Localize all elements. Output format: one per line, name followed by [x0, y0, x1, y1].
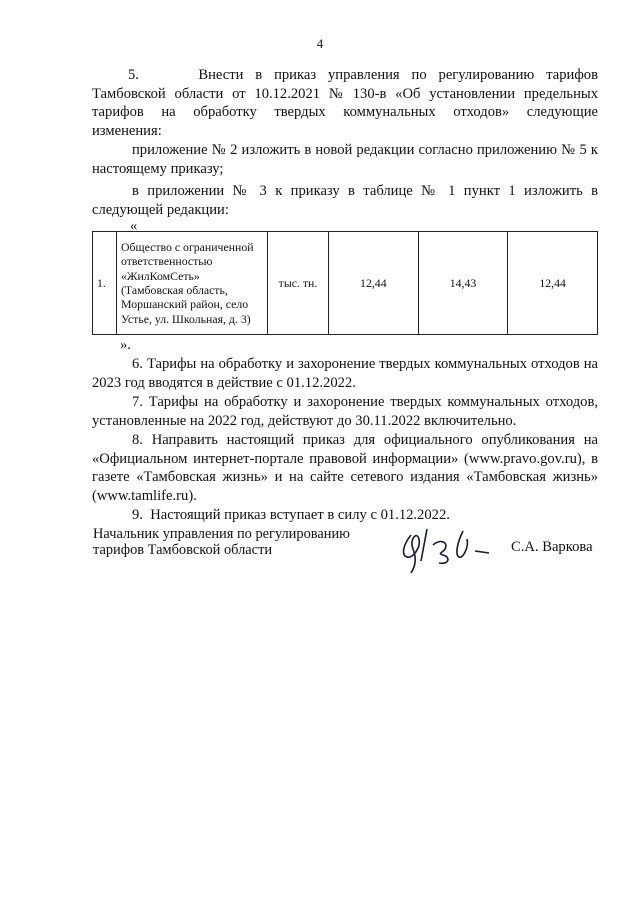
item-9: 9. Настоящий приказ вступает в силу с 01.12.2022.	[132, 507, 450, 523]
value-cell-2: 14,43	[418, 232, 508, 335]
row-number: 1.	[93, 232, 117, 335]
table-row	[93, 232, 598, 335]
item-5: 5. Внести в приказ управления по регулированию тарифов Тамбовской области от 10.12.2021 № 130-в «Об установлении предельных тарифов на обработку твердых коммунальных отходов» следующие изменения:	[92, 67, 598, 139]
value-cell-1: 12,44	[329, 232, 419, 335]
quote-open: «	[130, 218, 138, 234]
item-5-sub-1: приложение № 2 изложить в новой редакции согласно приложению № 5 к настоящему приказу;	[92, 142, 598, 177]
tariff-table	[92, 231, 598, 335]
page-number: 4	[316, 36, 324, 51]
value-cell-3: 12,44	[508, 232, 598, 335]
organization-cell: Общество с ограниченной ответственностью «ЖилКомСеть» (Тамбовская область, Моршанский район, село Устье, ул. Школьная, д. 3)	[117, 232, 268, 335]
document-body	[92, 66, 598, 525]
quote-close: ».	[120, 337, 131, 353]
unit-cell: тыс. тн.	[268, 232, 329, 335]
signature-block	[93, 527, 613, 587]
signatory-title-line-2: тарифов Тамбовской области	[93, 541, 273, 558]
item-8: 8. Направить настоящий приказ для официального опубликования на «Официальном интернет-портале правовой информации» (www.pravo.gov.ru), в газете «Тамбовская жизнь» и на сайте сетевого издания «Тамбовская жизнь» (www.tamlife.ru).	[92, 432, 598, 504]
item-5-sub-2: в приложении № 3 к приказу в таблице № 1 пункт 1 изложить в следующей редакции:	[92, 183, 598, 218]
signatory-title-line-1: Начальник управления по регулированию	[93, 526, 350, 542]
handwritten-signature	[393, 517, 503, 577]
item-7: 7. Тарифы на обработку и захоронение твердых коммунальных отходов, установленные на 2022 год, действуют до 30.11.2022 включительно.	[92, 394, 598, 429]
item-6: 6. Тарифы на обработку и захоронение твердых коммунальных отходов на 2023 год вводятся в действие с 01.12.2022.	[92, 356, 598, 391]
signatory-name: С.А. Варкова	[511, 539, 593, 555]
